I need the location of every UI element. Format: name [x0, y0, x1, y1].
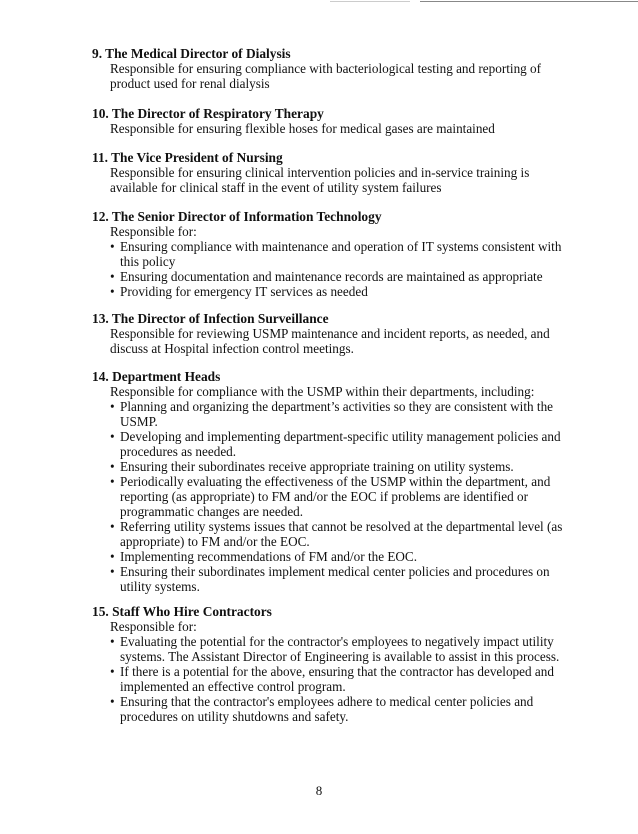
section-infection-surveillance	[92, 311, 562, 356]
section-heading: 10. The Director of Respiratory Therapy	[92, 106, 324, 121]
section-heading: 15. Staff Who Hire Contractors	[92, 604, 272, 619]
list-item: • Referring utility systems issues that cannot be resolved at the departmental level (as appropriate) to FM and/or the EOC.	[110, 519, 570, 549]
list-item: • Periodically evaluating the effectiveness of the USMP within the department, and reporting (as appropriate) to FM and/or the EOC if problems are identified or programmatic changes are needed.	[110, 474, 570, 519]
list-item: • Evaluating the potential for the contractor's employees to negatively impact utility systems. The Assistant Director of Engineering is available to assist in this process.	[110, 634, 570, 664]
list-item: • Providing for emergency IT services as needed	[110, 284, 570, 299]
scan-edge-line	[330, 1, 410, 2]
list-item: • Ensuring compliance with maintenance and operation of IT systems consistent with this policy	[110, 239, 570, 269]
section-text: Responsible for ensuring clinical intervention policies and in-service training is available for clinical staff in the event of utility system failures	[110, 165, 530, 195]
section-text: Responsible for:	[110, 224, 197, 239]
section-text: Responsible for ensuring flexible hoses for medical gases are maintained	[110, 121, 495, 136]
list-item: • Developing and implementing department-specific utility management policies and procedures as needed.	[110, 429, 570, 459]
section-staff-hire-contractors	[92, 604, 562, 724]
page-number: 8	[315, 783, 323, 798]
list-item: • If there is a potential for the above, ensuring that the contractor has developed and implemented an effective control program.	[110, 664, 570, 694]
section-text: Responsible for ensuring compliance with bacteriological testing and reporting of product used for renal dialysis	[110, 61, 542, 91]
section-vp-nursing	[92, 150, 562, 195]
list-item: • Ensuring documentation and maintenance records are maintained as appropriate	[110, 269, 570, 284]
section-it-director	[92, 209, 562, 299]
section-heading: 12. The Senior Director of Information Technology	[92, 209, 382, 224]
section-text: Responsible for:	[110, 619, 197, 634]
section-respiratory-therapy	[92, 106, 562, 136]
list-item: • Ensuring their subordinates receive appropriate training on utility systems.	[110, 459, 570, 474]
bullet-list	[110, 399, 562, 594]
section-heading: 13. The Director of Infection Surveillance	[92, 311, 329, 326]
section-medical-director-dialysis	[92, 46, 562, 91]
section-heading: 14. Department Heads	[92, 369, 221, 384]
section-department-heads	[92, 369, 562, 594]
list-item: • Planning and organizing the department’s activities so they are consistent with the USMP.	[110, 399, 570, 429]
scan-edge-line	[420, 1, 638, 2]
list-item: • Ensuring that the contractor's employees adhere to medical center policies and procedures on utility shutdowns and safety.	[110, 694, 570, 724]
section-heading: 11. The Vice President of Nursing	[92, 150, 283, 165]
section-text: Responsible for compliance with the USMP within their departments, including:	[110, 384, 535, 399]
section-heading: 9. The Medical Director of Dialysis	[92, 46, 291, 61]
list-item: • Ensuring their subordinates implement medical center policies and procedures on utility systems.	[110, 564, 570, 594]
bullet-list	[110, 239, 562, 299]
list-item: • Implementing recommendations of FM and/or the EOC.	[110, 549, 570, 564]
bullet-list	[110, 634, 562, 724]
section-text: Responsible for reviewing USMP maintenance and incident reports, as needed, and discuss at Hospital infection control meetings.	[110, 326, 550, 356]
